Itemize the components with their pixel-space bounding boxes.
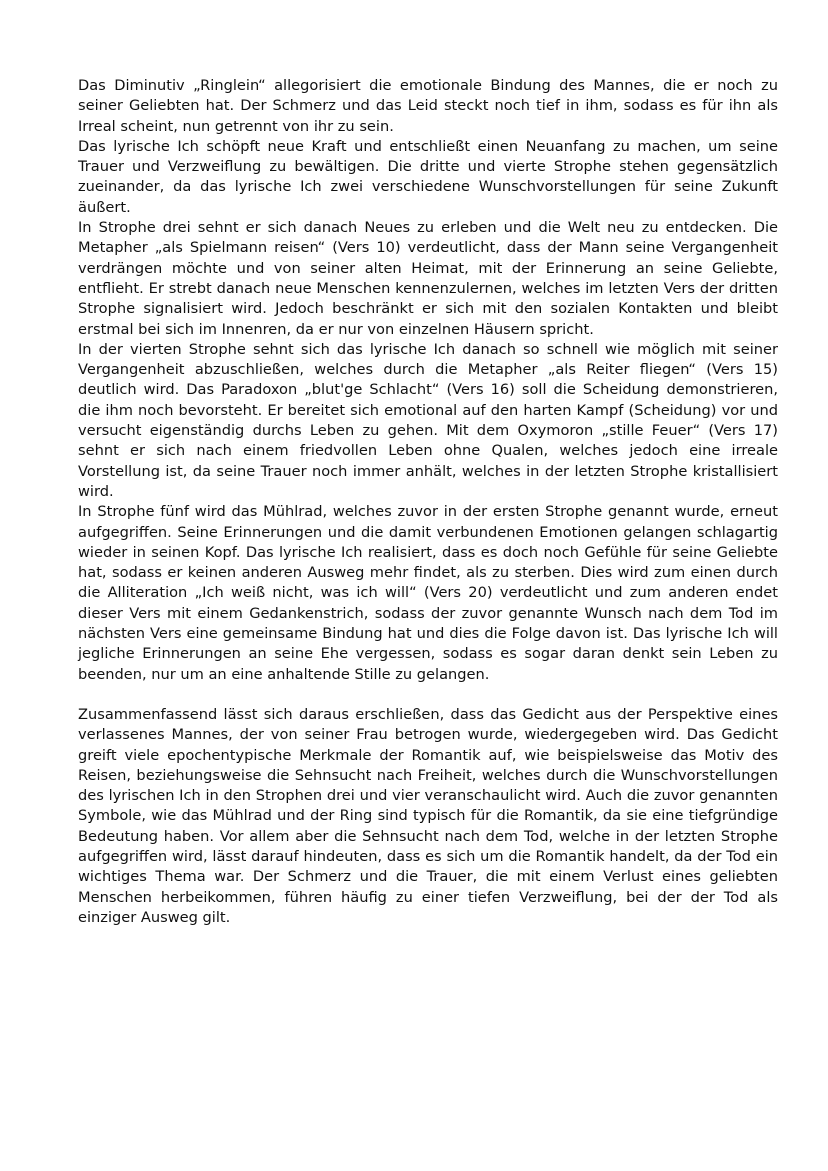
paragraph-conclusion: Zusammenfassend lässt sich daraus erschließen, dass das Gedicht aus der Perspektive eines verlassenes Mannes, der von seiner Frau betrogen wurde, wiedergegeben wird. Das Gedicht greift viele epochentypische Merkmale der Romantik auf, wie beispielsweise das Motiv des Reisen, beziehungsweise die Sehnsucht nach Freiheit, welches durch die Wunschvorstellungen des lyrischen Ich in den Strophen drei und vier veranschaulicht wird. Auch die zuvor genannten Symbole, wie das Mühlrad und der Ring sind typisch für die Romantik, da sie eine tiefgründige Bedeutung haben. Vor allem aber die Sehnsucht nach dem Tod, welche in der letzten Strophe aufgegriffen wird, lässt darauf hindeuten, dass es sich um die Romantik handelt, da der Tod ein wichtiges Thema war. Der Schmerz und die Trauer, die mit einem Verlust eines geliebten Menschen herbeikommen, führen häufig zu einer tiefen Verzweiflung, bei der der Tod als einziger Ausweg gilt.: [78, 705, 778, 926]
document-page: [78, 76, 778, 928]
paragraph-strophe-fuenf: In Strophe fünf wird das Mühlrad, welches zuvor in der ersten Strophe genannt wurde, erneut aufgegriffen. Seine Erinnerungen und die damit verbundenen Emotionen gelangen schlagartig wieder in seinen Kopf. Das lyrische Ich realisiert, dass es doch noch Gefühle für seine Geliebte hat, sodass er keinen anderen Ausweg mehr findet, als zu sterben. Dies wird zum einen durch die Alliteration „Ich weiß nicht, was ich will“ (Vers 20) verdeutlicht und zum anderen endet dieser Vers mit einem Gedankenstrich, sodass der zuvor genannte Wunsch nach dem Tod im nächsten Vers eine gemeinsame Bindung hat und dies die Folge davon ist. Das lyrische Ich will jegliche Erinnerungen an seine Ehe vergessen, sodass es sogar daran denkt sein Leben zu beenden, nur um an eine anhaltende Stille zu gelangen.: [78, 503, 778, 683]
paragraph-gap: [78, 685, 778, 705]
paragraph-diminutiv: Das Diminutiv „Ringlein“ allegorisiert die emotionale Bindung des Mannes, die er noch zu seiner Geliebten hat. Der Schmerz und das Leid steckt noch tief in ihm, sodass es für ihn als Irreal scheint, nun getrennt von ihr zu sein.: [78, 77, 778, 135]
paragraph-strophe-vier: In der vierten Strophe sehnt sich das lyrische Ich danach so schnell wie möglich mit seiner Vergangenheit abzuschließen, welches durch die Metapher „als Reiter fliegen“ (Vers 15) deutlich wird. Das Paradoxon „blut'ge Schlacht“ (Vers 16) soll die Scheidung demonstrieren, die ihm noch bevorsteht. Er bereitet sich emotional auf den harten Kampf (Scheidung) vor und versucht eigenständig durchs Leben zu gehen. Mit dem Oxymoron „stille Feuer“ (Vers 17) sehnt er sich nach einem friedvollen Leben ohne Qualen, welches jedoch eine irreale Vorstellung ist, da seine Trauer noch immer anhält, welches in der letzten Strophe kristallisiert wird.: [78, 340, 778, 500]
paragraph-strophe-drei: In Strophe drei sehnt er sich danach Neues zu erleben und die Welt neu zu entdecken. Die Metapher „als Spielmann reisen“ (Vers 10) verdeutlicht, dass der Mann seine Vergangenheit verdrängen möchte und von seiner alten Heimat, mit der Erinnerung an seine Geliebte, entflieht. Er strebt danach neue Menschen kennenzulernen, welches im letzten Vers der dritten Strophe signalisiert wird. Jedoch beschränkt er sich mit den sozialen Kontakten und bleibt erstmal bei sich im Innenren, da er nur von einzelnen Häusern spricht.: [78, 219, 778, 338]
paragraph-neuanfang: Das lyrische Ich schöpft neue Kraft und entschließt einen Neuanfang zu machen, um seine Trauer und Verzweiflung zu bewältigen. Die dritte und vierte Strophe stehen gegensätzlich zueinander, da das lyrische Ich zwei verschiedene Wunschvorstellungen für seine Zukunft äußert.: [78, 137, 778, 216]
